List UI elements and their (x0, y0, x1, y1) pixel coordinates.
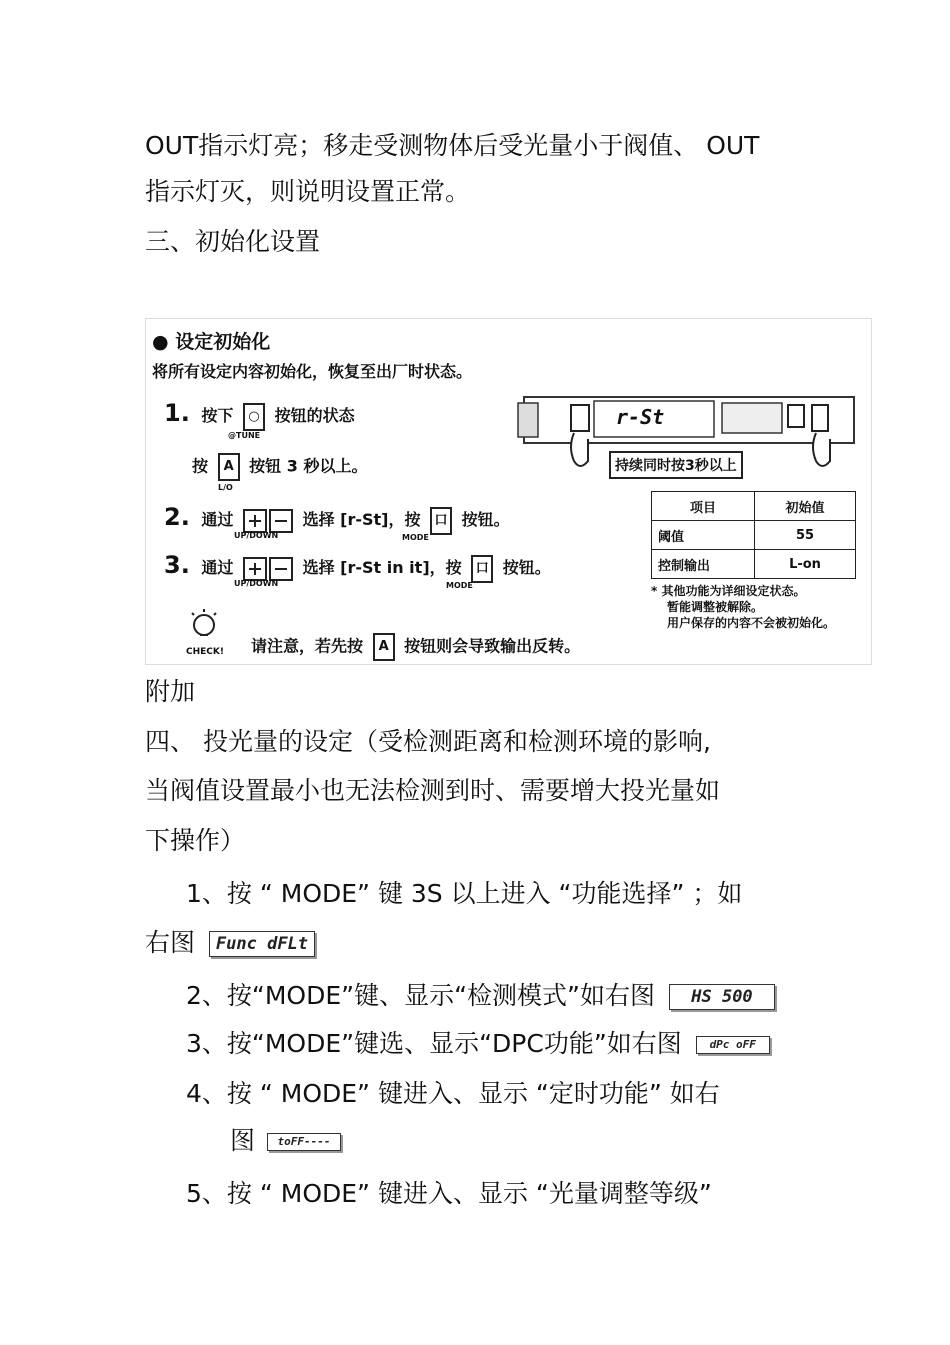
figure-title: ● 设定初始化 (152, 331, 271, 353)
table-cell: L-on (755, 550, 856, 579)
step-3-text: 3、按“MODE”键选、显示“DPC功能”如右图 (186, 1029, 682, 1058)
footnote (651, 583, 835, 631)
device-display: r-St (616, 405, 665, 429)
check-text: 按钮则会导致输出反转。 (404, 636, 581, 656)
check-text: 请注意，若先按 (251, 636, 364, 656)
lcd-toff-display: toFF---- (267, 1133, 341, 1151)
footnote-line: 用户保存的内容不会被初始化。 (667, 616, 836, 630)
table-cell: 控制输出 (652, 550, 755, 579)
step-text: 按 (192, 456, 209, 476)
figure-step-1b (192, 453, 367, 481)
lightbulb-icon (186, 607, 222, 643)
step-text: 按钮的状态 (274, 406, 355, 425)
step-4-line-b (230, 1125, 341, 1157)
mode-label: MODE (446, 581, 473, 590)
lo-key-label: L/O (218, 483, 233, 492)
paragraph-line: 当阀值设置最小也无法检测到时、需要增大投光量如 (145, 776, 721, 805)
initial-values-table (651, 491, 856, 579)
step-text: 按钮。 (502, 558, 551, 577)
init-settings-figure (145, 318, 872, 665)
step-1-text: 1、按 “ MODE” 键 3S 以上进入 “功能选择” ；如 (186, 879, 743, 908)
updown-label: UP/DOWN (234, 579, 279, 588)
check-label: CHECK! (186, 647, 224, 657)
paragraph-line: 下操作） (145, 826, 246, 855)
lcd-dpc-display: dPc oFF (696, 1036, 770, 1054)
figure-description: 将所有设定内容初始化，恢复至出厂时状态。 (152, 362, 473, 381)
up-down-keys-icon (243, 509, 293, 533)
figure-step-1 (164, 399, 355, 431)
step-4-suffix: 图 (230, 1126, 256, 1155)
step-5-text: 5、按 “ MODE” 键进入、显示 “光量调整等级” (186, 1179, 712, 1208)
paragraph-out-off: 指示灯灭，则说明设置正常。 (145, 177, 471, 206)
step-text: 通过 (201, 510, 234, 529)
section-heading-light: 四、 投光量的设定（受检测距离和检测环境的影响, (145, 727, 711, 756)
table-header: 项目 (652, 492, 755, 521)
mode-key-icon: 口 (471, 555, 493, 583)
step-number: 1. (164, 399, 190, 427)
hold-label: 持续同时按3秒以上 (609, 451, 743, 479)
updown-label: UP/DOWN (234, 531, 279, 540)
step-number: 3. (164, 551, 190, 579)
appendix-heading: 附加 (145, 677, 196, 706)
step-text: 选择 [r-St]，按 (302, 510, 421, 529)
tune-key-icon: ○ (243, 403, 265, 431)
step-1-suffix: 右图 (145, 928, 196, 957)
step-1-text-b (145, 927, 315, 959)
section-heading-init: 三、初始化设置 (145, 227, 321, 256)
paragraph-out-on: OUT指示灯亮；移走受测物体后受光量小于阀值、 OUT (145, 131, 760, 160)
tune-key-label: @TUNE (228, 431, 261, 440)
footnote-line: 暂能调整被解除。 (667, 600, 764, 614)
step-3-line (186, 1028, 770, 1060)
step-number: 2. (164, 503, 190, 531)
lcd-func-display: Func dFLt (209, 931, 315, 957)
lo-key-icon: A (218, 453, 240, 481)
step-text: 通过 (201, 558, 234, 577)
footnote-line: * 其他功能为详细设定状态。 (651, 584, 806, 598)
step-text: 按钮 3 秒以上。 (249, 456, 368, 476)
table-header: 初始值 (755, 492, 856, 521)
up-down-keys-icon (243, 557, 293, 581)
step-text: 选择 [r-St in it]，按 (302, 558, 462, 577)
figure-step-3 (164, 551, 551, 583)
lo-key-icon: A (373, 633, 395, 661)
figure-step-2 (164, 503, 510, 535)
check-note (251, 633, 580, 661)
lcd-hs-display: HS 500 (669, 984, 775, 1010)
step-text: 按钮。 (461, 510, 510, 529)
table-cell: 55 (755, 521, 856, 550)
step-text: 按下 (201, 406, 234, 425)
mode-key-icon: 口 (430, 507, 452, 535)
step-2-line (186, 980, 775, 1012)
step-4-text: 4、按 “ MODE” 键进入、显示 “定时功能” 如右 (186, 1079, 720, 1108)
mode-label: MODE (402, 533, 429, 542)
step-2-text: 2、按“MODE”键、显示“检测模式”如右图 (186, 981, 656, 1010)
table-cell: 阈值 (652, 521, 755, 550)
